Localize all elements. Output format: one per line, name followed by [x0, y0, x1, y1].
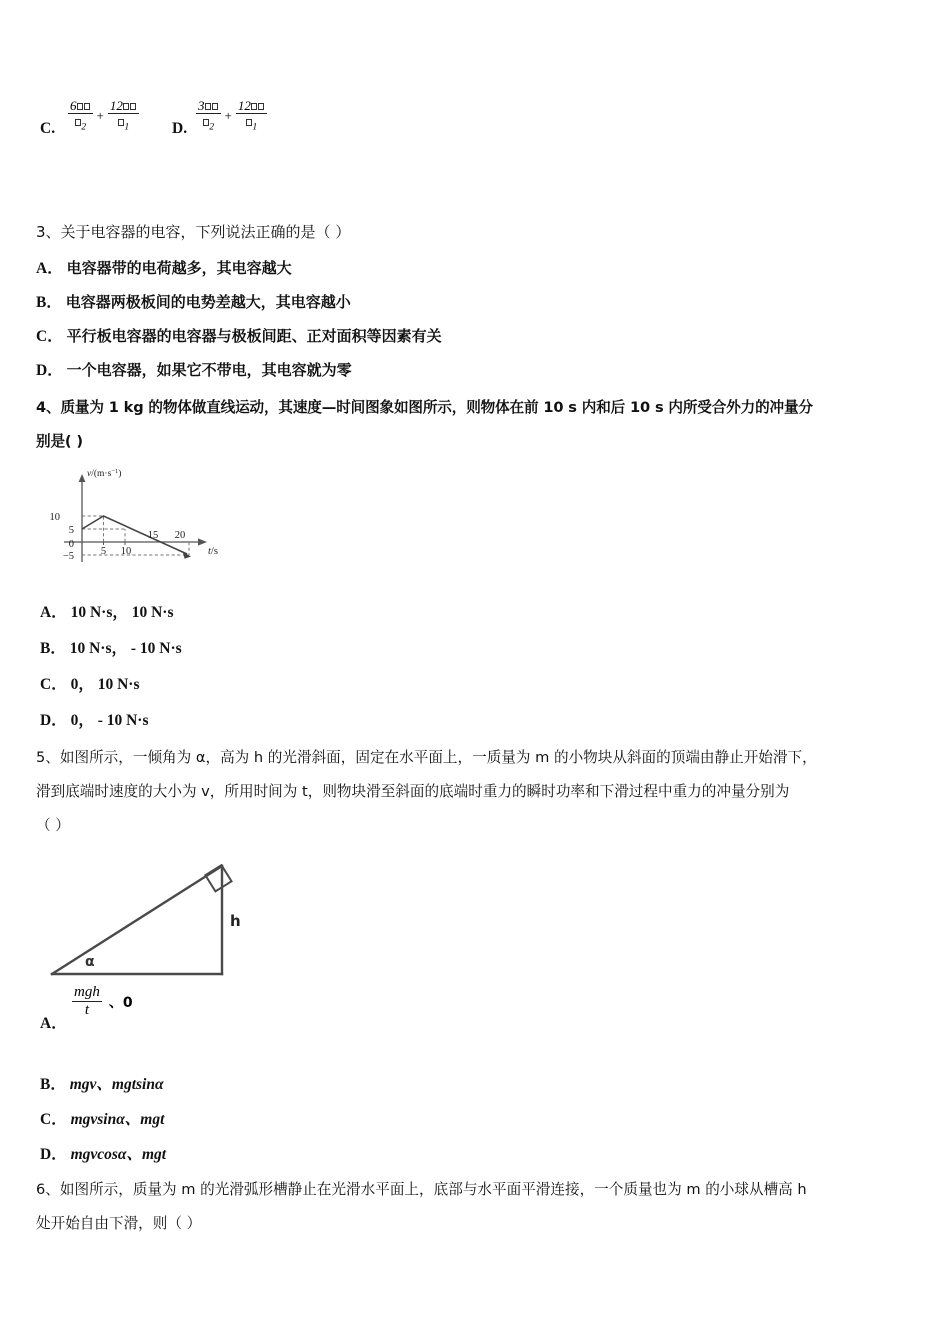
option-text: mgv、mgtsinα [69, 1076, 164, 1093]
question6-stem-line2: 处开始自由下滑，则（ ） [36, 1215, 202, 1232]
option-text: 电容器带的电荷越多，其电容越大 [66, 259, 292, 277]
option-text: 0， - 10 N·s [70, 712, 149, 729]
option-text: 一个电容器，如果它不带电，其电容就为零 [66, 361, 352, 379]
x-tick-10: 10 [120, 546, 132, 557]
missing-glyph-box [84, 103, 90, 111]
question6-stem-line1: 6、如图所示，质量为 m 的光滑弧形槽静止在光滑水平面上，底部与水平面平滑连接，一个质量也为 m 的小球从槽高 h [36, 1181, 807, 1198]
y-tick-0: 0 [68, 539, 74, 550]
question3-option-d [36, 358, 352, 380]
option-tag: B． [40, 1076, 66, 1093]
question5-option-a-expression [72, 985, 133, 1019]
option-text: mgvcosα、mgt [70, 1146, 167, 1163]
question4-stem-line1: 4、质量为 1 kg 的物体做直线运动，其速度—时间图象如图所示，则物体在前 10 s 内和后 10 s 内所受合外力的冲量分 [36, 399, 813, 416]
question3-option-c [36, 324, 442, 346]
question2-option-d [172, 120, 187, 138]
question4-option-c [40, 672, 139, 694]
fraction-mgh-over-t [72, 985, 102, 1019]
option-tag: C． [36, 328, 63, 345]
missing-glyph-box [246, 119, 252, 127]
question5-option-b [40, 1072, 164, 1094]
x-tick-5: 5 [100, 546, 107, 557]
velocity-time-svg [40, 466, 240, 581]
plus-sign: + [224, 108, 232, 124]
option-text: 平行板电容器的电容器与极板间距、正对面积等因素有关 [66, 327, 442, 345]
angle-label-alpha: α [85, 954, 95, 970]
option-tag: C． [40, 1111, 67, 1128]
option-tag: D. [172, 120, 188, 137]
missing-glyph-box [77, 103, 83, 111]
option-tag: A． [36, 260, 63, 277]
fraction-1: $\frac{3}{_2}$ [196, 99, 221, 133]
question4-stem-line2: 别是( ) [36, 433, 83, 450]
plus-sign: + [96, 108, 104, 124]
velocity-curve-arrow [183, 552, 191, 559]
height-label-h: h [230, 912, 241, 930]
option-tag: D． [40, 712, 67, 729]
hypotenuse-incline [52, 866, 222, 974]
y-tick-5: 5 [68, 525, 74, 536]
fraction-denominator: t [84, 1002, 89, 1019]
missing-glyph-box [251, 103, 257, 111]
question5-option-a [40, 1011, 67, 1033]
option-tag: A． [40, 604, 67, 621]
missing-glyph-box [118, 119, 124, 127]
option-tag: D． [36, 362, 63, 379]
fraction-numerator: mgh [72, 985, 102, 1002]
velocity-time-graph [40, 466, 240, 581]
fraction-1: $\frac{6}{_2}$ [68, 99, 93, 133]
y-axis-label: $v/(m\cdot s^{-1})$ [87, 468, 122, 479]
option-tag: B． [40, 640, 66, 657]
question3-option-a [36, 256, 292, 278]
question5-stem-line3: （ ） [36, 817, 70, 834]
missing-glyph-box [123, 103, 129, 111]
x-tick-20: 20 [174, 530, 186, 541]
option-tag: A． [40, 1015, 67, 1032]
option-tag: C. [40, 120, 56, 137]
question2-option-c [40, 120, 55, 138]
missing-glyph-box [258, 103, 264, 111]
missing-glyph-box [212, 103, 218, 111]
missing-glyph-box [130, 103, 136, 111]
velocity-curve [82, 516, 187, 554]
fraction-2: $\frac{12}{_1}$ [108, 99, 139, 133]
option-tag: B． [36, 294, 62, 311]
question2-option-d-expression [196, 99, 267, 133]
question3-option-b [36, 290, 351, 312]
missing-glyph-box [75, 119, 81, 127]
option-tag: D． [40, 1146, 67, 1163]
question4-option-a [40, 600, 174, 622]
option-text: 10 N·s， 10 N·s [70, 604, 174, 621]
missing-glyph-box [205, 103, 211, 111]
option-text: 电容器两极板间的电势差越大，其电容越小 [65, 293, 351, 311]
option-a-tail: 、0 [108, 994, 133, 1011]
option-text: 10 N·s， - 10 N·s [69, 640, 182, 657]
x-tick-15: 15 [147, 530, 159, 541]
question3-stem: 3、关于电容器的电容，下列说法正确的是（ ） [36, 223, 351, 241]
fraction-2: $\frac{12}{_1}$ [236, 99, 267, 133]
x-axis-label: t/s [208, 546, 218, 557]
question4-option-b [40, 636, 182, 658]
option-text: mgvsinα、mgt [70, 1111, 165, 1128]
question5-stem-line2: 滑到底端时速度的大小为 v，所用时间为 t，则物块滑至斜面的底端时重力的瞬时功率和下滑过程中重力的冲量分别为 [36, 783, 790, 800]
option-text: 0， 10 N·s [70, 676, 140, 693]
y-axis-arrow [79, 474, 86, 482]
x-axis-arrow [198, 538, 207, 545]
y-tick-10: 10 [49, 512, 60, 523]
option-tag: C． [40, 676, 67, 693]
question2-option-c-expression [68, 99, 139, 133]
question4-option-d [40, 708, 149, 730]
inclined-plane-svg [44, 846, 254, 986]
question5-option-c [40, 1107, 164, 1129]
question5-option-d [40, 1142, 166, 1164]
guide-lines [82, 516, 189, 555]
missing-glyph-box [203, 119, 209, 127]
question5-stem-line1: 5、如图所示，一倾角为 α，高为 h 的光滑斜面，固定在水平面上，一质量为 m 的小物块从斜面的顶端由静止开始滑下， [36, 749, 817, 766]
y-tick-neg5: −5 [62, 551, 74, 562]
inclined-plane-figure [44, 846, 254, 986]
